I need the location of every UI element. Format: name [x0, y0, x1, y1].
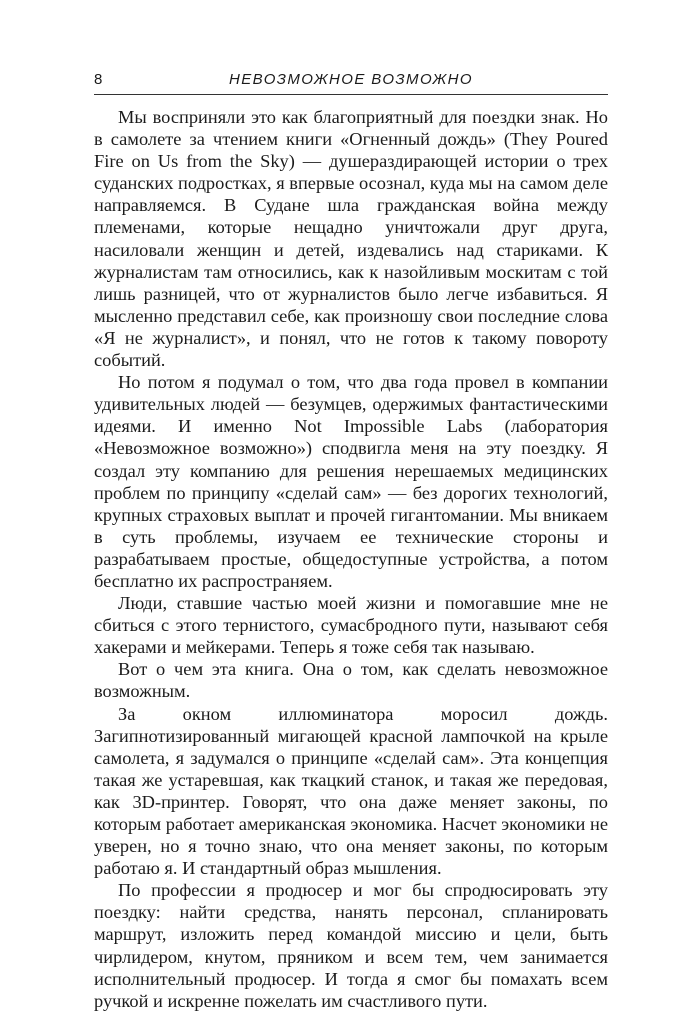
paragraph: Мы восприняли это как благоприятный для поездки знак. Но в самолете за чтением книги «Огненный дождь» (They Poured Fire on Us from the Sky) — душераздирающей истории о трех суданских подростках, я впервые осознал, куда мы на самом деле направляемся. В Судане шла гражданская война между племенами, которые нещадно уничтожали друг друга, насиловали женщин и детей, издевались над стариками. К журналистам там относились, как к назойливым москитам с той лишь разницей, что от журналистов было легче избавиться. Я мысленно представил себе, как произношу свои последние слова «Я не журналист», и понял, что не готов к такому повороту событий.: [94, 107, 608, 371]
page-number: 8: [94, 71, 103, 88]
running-header: [94, 68, 608, 95]
paragraph: Люди, ставшие частью моей жизни и помогавшие мне не сбиться с этого тернистого, сумасбродного пути, называют себя хакерами и мейкерами. Теперь я тоже себя так называю.: [94, 593, 608, 658]
paragraph: Но потом я подумал о том, что два года провел в компании удивительных людей — безумцев, одержимых фантастическими идеями. И именно Not Impossible Labs (лаборатория «Невозможное возможно») сподвигла меня на эту поездку. Я создал эту компанию для решения нерешаемых медицинских проблем по принципу «сделай сам» — без дорогих технологий, крупных страховых выплат и прочей гигантомании. Мы вникаем в суть проблемы, изучаем ее технические стороны и разрабатываем простые, общедоступные устройства, а потом бесплатно их распространяем.: [94, 372, 608, 591]
body-text: [94, 106, 608, 1012]
paragraph: По профессии я продюсер и мог бы спродюсировать эту поездку: найти средства, нанять персонал, спланировать маршрут, изложить перед командой миссию и цели, быть чирлидером, кнутом, пряником и всем тем, чем занимается исполнительный продюсер. И тогда я смог бы помахать всем ручкой и искренне пожелать им счастливого пути.: [94, 880, 608, 1011]
paragraph: Вот о чем эта книга. Она о том, как сделать невозможное возможным.: [94, 659, 608, 702]
running-title: НЕВОЗМОЖНОЕ ВОЗМОЖНО: [229, 71, 473, 88]
paragraph: За окном иллюминатора моросил дождь. Загипнотизированный мигающей красной лампочкой на крыле самолета, я задумался о принципе «сделай сам». Эта концепция такая же устаревшая, как ткацкий станок, и такая же передовая, как 3D-принтер. Говорят, что она даже меняет законы, по которым работает американская экономика. Насчет экономики не уверен, но я точно знаю, что она меняет законы, по которым работаю я. И стандартный образ мышления.: [94, 703, 608, 879]
